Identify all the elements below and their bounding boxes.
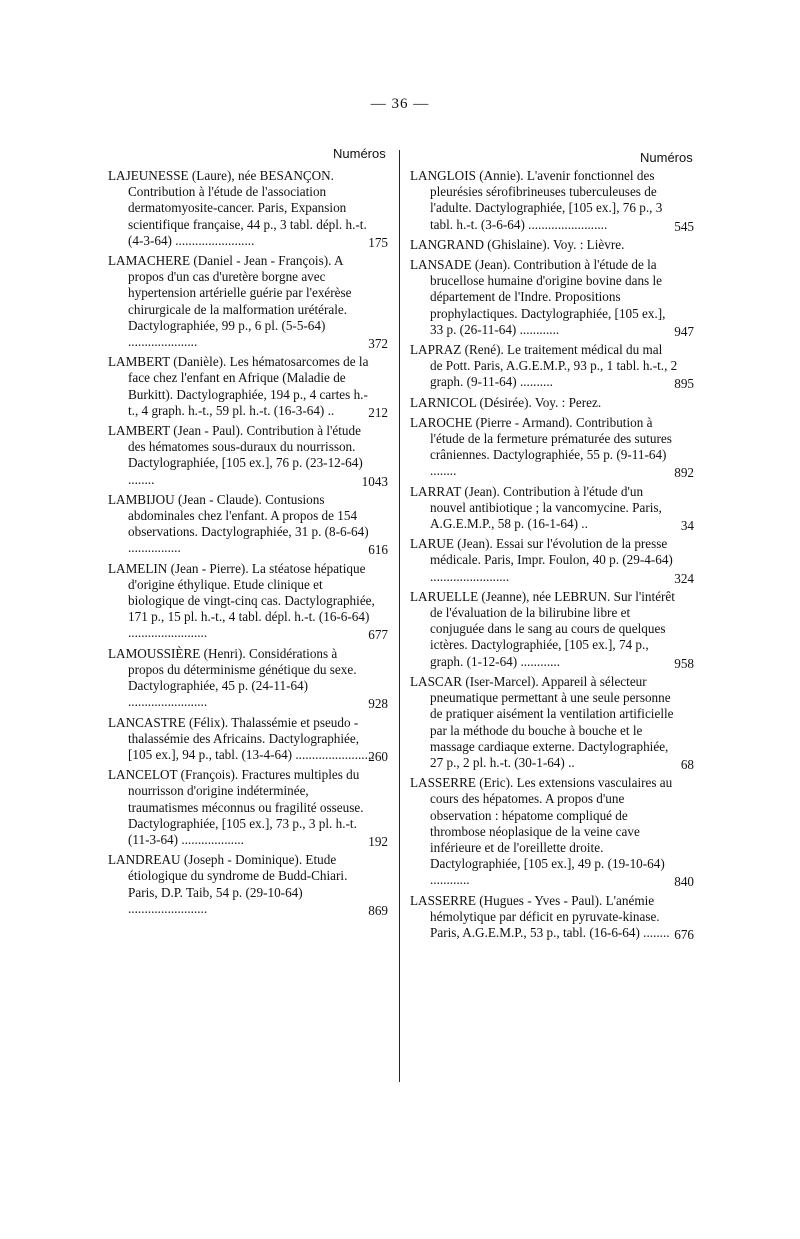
entry-number: 212 xyxy=(368,404,388,420)
entry-number: 869 xyxy=(368,902,388,918)
entry-number: 260 xyxy=(368,748,388,764)
entry-text: LASSERRE (Hugues - Yves - Paul). L'anémie hémolytique par déficit en pyruvate-kinase. Paris, A.G.E.M.P., 53 p., tabl. (16-6-64) ........ xyxy=(410,892,670,940)
entry-number: 175 xyxy=(368,234,388,250)
left-column-header: Numéros xyxy=(333,146,386,161)
bibliography-entry xyxy=(108,253,390,350)
bibliography-entry xyxy=(410,484,696,533)
bibliography-entry xyxy=(410,775,696,888)
bibliography-entry xyxy=(410,674,696,771)
entry-number: 892 xyxy=(674,465,694,481)
bibliography-entry xyxy=(410,536,696,585)
right-column-header: Numéros xyxy=(640,150,693,165)
bibliography-entry xyxy=(410,237,696,253)
entry-number: 324 xyxy=(674,570,694,586)
entry-number: 192 xyxy=(368,833,388,849)
entry-text: LAMELIN (Jean - Pierre). La stéatose hépatique d'origine éthylique. Etude clinique et biologique de vingt-cinq cas. Dactylographiée, 171 p., 15 pl. h.-t., 4 tabl. dépl. h.-t. (16-6-64) ........................ xyxy=(108,560,375,641)
entry-number: 676 xyxy=(674,926,694,942)
bibliography-entry xyxy=(108,767,390,848)
left-column xyxy=(108,168,390,921)
entry-text: LANDREAU (Joseph - Dominique). Etude étiologique du syndrome de Budd-Chiari. Paris, D.P. Taib, 54 p. (29-10-64) ........................ xyxy=(108,852,348,916)
bibliography-entry xyxy=(108,852,390,917)
bibliography-entry xyxy=(108,354,390,419)
entry-text: LAMOUSSIÈRE (Henri). Considérations à propos du déterminisme génétique du sexe. Dactylographiée, 45 p. (24-11-64) ........................ xyxy=(108,645,357,710)
entry-text: LAMBERT (Jean - Paul). Contribution à l'étude des hématomes sous-duraux du nourrisson. Dactylographiée, [105 ex.], 76 p. (23-12-64) ........ xyxy=(108,423,363,487)
entry-text: LARNICOL (Désirée). Voy. : Perez. xyxy=(410,394,602,410)
entry-number: 1043 xyxy=(361,473,388,489)
entry-text: LAROCHE (Pierre - Armand). Contribution à l'étude de la fermeture prématurée des sutures crâniennes. Dactylographiée, 55 p. (9-11-64) ........ xyxy=(410,414,672,479)
entry-number: 840 xyxy=(674,874,694,890)
entry-number: 372 xyxy=(368,336,388,352)
entry-number: 545 xyxy=(674,218,694,234)
bibliography-entry xyxy=(410,257,696,338)
entry-number: 947 xyxy=(674,323,694,339)
entry-text: LAMBIJOU (Jean - Claude). Contusions abdominales chez l'enfant. A propos de 154 observations. Dactylographiée, 31 p. (8-6-64) ................ xyxy=(108,491,369,556)
entry-text: LAMBERT (Danièle). Les hématosarcomes de la face chez l'enfant en Afrique (Maladie de Burkitt). Dactylographiée, 194 p., 4 cartes h.-t., 4 graph. h.-t., 59 pl. h.-t. (16-3-64) .. xyxy=(108,354,369,418)
bibliography-entry xyxy=(410,589,696,670)
column-divider xyxy=(399,150,400,1082)
entry-number: 958 xyxy=(674,655,694,671)
entry-number: 895 xyxy=(674,376,694,392)
entry-text: LANCASTRE (Félix). Thalassémie et pseudo - thalassémie des Africains. Dactylographiée, [105 ex.], 94 p., tabl. (13-4-64) ........................ xyxy=(108,714,375,762)
entry-text: LANGRAND (Ghislaine). Voy. : Lièvre. xyxy=(410,236,625,252)
bibliography-entry xyxy=(410,342,696,391)
entry-number: 677 xyxy=(368,627,388,643)
entry-number: 928 xyxy=(368,696,388,712)
entry-text: LAJEUNESSE (Laure), née BESANÇON. Contribution à l'étude de l'association dermatomyosite-cancer. Paris, Expansion scientifique française, 44 p., 3 tabl. dépl. h.-t. (4-3-64) ........................ xyxy=(108,168,367,248)
entry-text: LARUE (Jean). Essai sur l'évolution de la presse médicale. Paris, Impr. Foulon, 40 p. (29-4-64) ........................ xyxy=(410,536,673,584)
bibliography-entry xyxy=(410,395,696,411)
entry-number: 616 xyxy=(368,542,388,558)
bibliography-entry xyxy=(108,715,390,764)
right-column xyxy=(410,168,696,945)
entry-text: LANGLOIS (Annie). L'avenir fonctionnel des pleurésies sérofibrineuses tuberculeuses de l'adulte. Dactylographiée, [105 ex.], 76 p., 3 tabl. h.-t. (3-6-64) ........................ xyxy=(410,168,663,232)
entry-text: LANCELOT (François). Fractures multiples du nourrisson d'origine indéterminée, traumatismes méconnus ou fragilité osseuse. Dactylographiée, [105 ex.], 73 p., 3 pl. h.-t. (11-3-64) ................... xyxy=(108,767,364,847)
bibliography-entry xyxy=(410,415,696,480)
page-number: — 36 — xyxy=(370,96,430,112)
bibliography-entry xyxy=(108,423,390,488)
entry-text: LAPRAZ (René). Le traitement médical du mal de Pott. Paris, A.G.E.M.P., 93 p., 1 tabl. h.-t., 2 graph. (9-11-64) .......... xyxy=(410,342,678,390)
entry-text: LANSADE (Jean). Contribution à l'étude de la brucellose humaine d'origine bovine dans le département de l'Indre. Propositions prophylactiques. Dactylographiée, [105 ex.], 33 p. (26-11-64) ............ xyxy=(410,257,666,337)
bibliography-entry xyxy=(108,561,390,642)
entry-text: LARUELLE (Jeanne), née LEBRUN. Sur l'intérêt de l'évaluation de la bilirubine libre et conjuguée dans le sang au cours de quelques ictères. Dactylographiée, [105 ex.], 74 p., graph. (1-12-64) ............ xyxy=(410,588,675,669)
entry-text: LASSERRE (Eric). Les extensions vasculaires au cours des hépatomes. A propos d'une observation : hépatome compliqué de thrombose néoplasique de la veine cave inférieure et de l'oreillette droite. Dactylographiée, [105 ex.], 49 p. (19-10-64) ............ xyxy=(410,775,673,888)
entry-text: LASCAR (Iser-Marcel). Appareil à sélecteur pneumatique permettant à une seule personne de pratiquer aisément la ventilation artificielle par la méthode du bouche à bouche et le massage cardiaque externe. Dactylographiée, 27 p., 2 pl. h.-t. (30-1-64) .. xyxy=(410,673,674,770)
entry-number: 34 xyxy=(680,518,694,534)
entry-text: LAMACHERE (Daniel - Jean - François). A propos d'un cas d'uretère borgne avec hypertension artérielle guérie par l'exérèse chirurgicale de la malformation urétérale. Dactylographiée, 99 p., 6 pl. (5-5-64) ..................... xyxy=(108,253,352,350)
bibliography-entry xyxy=(108,492,390,557)
bibliography-entry xyxy=(410,168,696,233)
bibliography-entry xyxy=(410,893,696,942)
entry-text: LARRAT (Jean). Contribution à l'étude d'un nouvel antibiotique ; la vancomycine. Paris, A.G.E.M.P., 58 p. (16-1-64) .. xyxy=(410,483,662,532)
entry-number: 68 xyxy=(680,756,694,772)
bibliography-entry xyxy=(108,168,390,249)
bibliography-entry xyxy=(108,646,390,711)
